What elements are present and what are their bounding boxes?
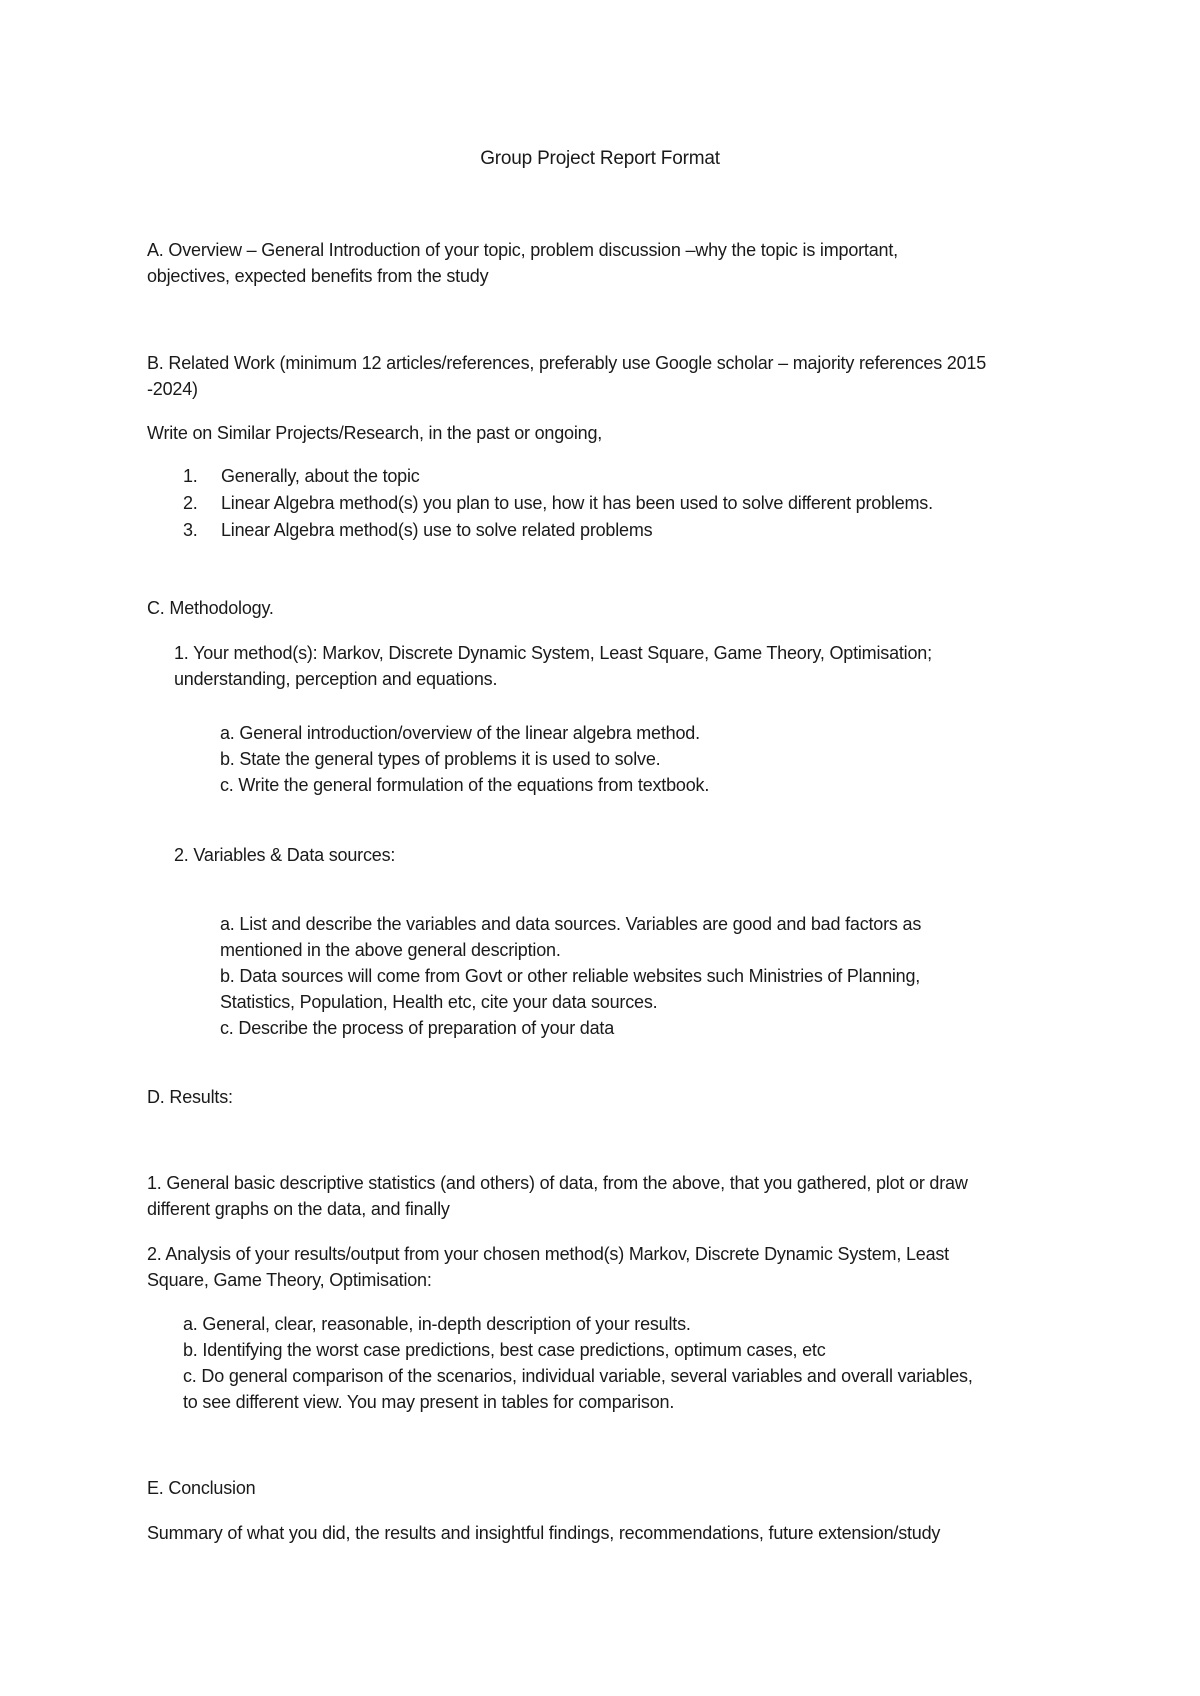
list-item-text: Generally, about the topic xyxy=(221,466,420,486)
variables-item-a-line-2: mentioned in the above general description. xyxy=(220,940,561,960)
results-2-item-b: b. Identifying the worst case predictions, best case predictions, optimum cases, etc xyxy=(183,1340,826,1360)
list-item xyxy=(183,517,652,543)
method-1-item-c: c. Write the general formulation of the equations from textbook. xyxy=(220,775,710,795)
conclusion-text: Summary of what you did, the results and insightful findings, recommendations, future extension/study xyxy=(147,1523,941,1543)
results-1-line-2: different graphs on the data, and finally xyxy=(147,1199,450,1219)
method-1-line-2: understanding, perception and equations. xyxy=(174,669,498,689)
list-item-number: 2. xyxy=(183,493,198,513)
methodology-heading: C. Methodology. xyxy=(147,598,274,618)
results-1-line-1: 1. General basic descriptive statistics (and others) of data, from the above, that you gathered, plot or draw xyxy=(147,1173,968,1193)
document-title: Group Project Report Format xyxy=(480,148,720,169)
list-item-text: Linear Algebra method(s) use to solve related problems xyxy=(221,520,653,540)
results-2-item-a: a. General, clear, reasonable, in-depth description of your results. xyxy=(183,1314,691,1334)
results-2-item-c-line-1: c. Do general comparison of the scenarios, individual variable, several variables and overall variables, xyxy=(183,1366,973,1386)
overview-line-2: objectives, expected benefits from the study xyxy=(147,266,489,286)
list-item-text: Linear Algebra method(s) you plan to use, how it has been used to solve different problems. xyxy=(221,493,933,513)
results-2-item-c-line-2: to see different view. You may present in tables for comparison. xyxy=(183,1392,675,1412)
method-1-item-a: a. General introduction/overview of the linear algebra method. xyxy=(220,723,700,743)
list-item xyxy=(183,490,933,516)
variables-item-a-line-1: a. List and describe the variables and data sources. Variables are good and bad factors as xyxy=(220,914,922,934)
variables-heading: 2. Variables & Data sources: xyxy=(174,845,396,865)
list-item-number: 1. xyxy=(183,466,198,486)
related-work-line-1: B. Related Work (minimum 12 articles/references, preferably use Google scholar – majority references 2015 xyxy=(147,353,987,373)
variables-item-b-line-2: Statistics, Population, Health etc, cite your data sources. xyxy=(220,992,658,1012)
method-1-item-b: b. State the general types of problems it is used to solve. xyxy=(220,749,661,769)
list-item xyxy=(183,463,420,489)
results-2-line-2: Square, Game Theory, Optimisation: xyxy=(147,1270,432,1290)
variables-item-c: c. Describe the process of preparation of your data xyxy=(220,1018,615,1038)
conclusion-heading: E. Conclusion xyxy=(147,1478,256,1498)
related-work-intro: Write on Similar Projects/Research, in the past or ongoing, xyxy=(147,423,603,443)
results-heading: D. Results: xyxy=(147,1087,233,1107)
list-item-number: 3. xyxy=(183,520,198,540)
results-2-line-1: 2. Analysis of your results/output from your chosen method(s) Markov, Discrete Dynamic System, Least xyxy=(147,1244,949,1264)
variables-item-b-line-1: b. Data sources will come from Govt or other reliable websites such Ministries of Planning, xyxy=(220,966,921,986)
related-work-line-2: -2024) xyxy=(147,379,198,399)
method-1-line-1: 1. Your method(s): Markov, Discrete Dynamic System, Least Square, Game Theory, Optimisation; xyxy=(174,643,932,663)
overview-line-1: A. Overview – General Introduction of your topic, problem discussion –why the topic is important, xyxy=(147,240,898,260)
